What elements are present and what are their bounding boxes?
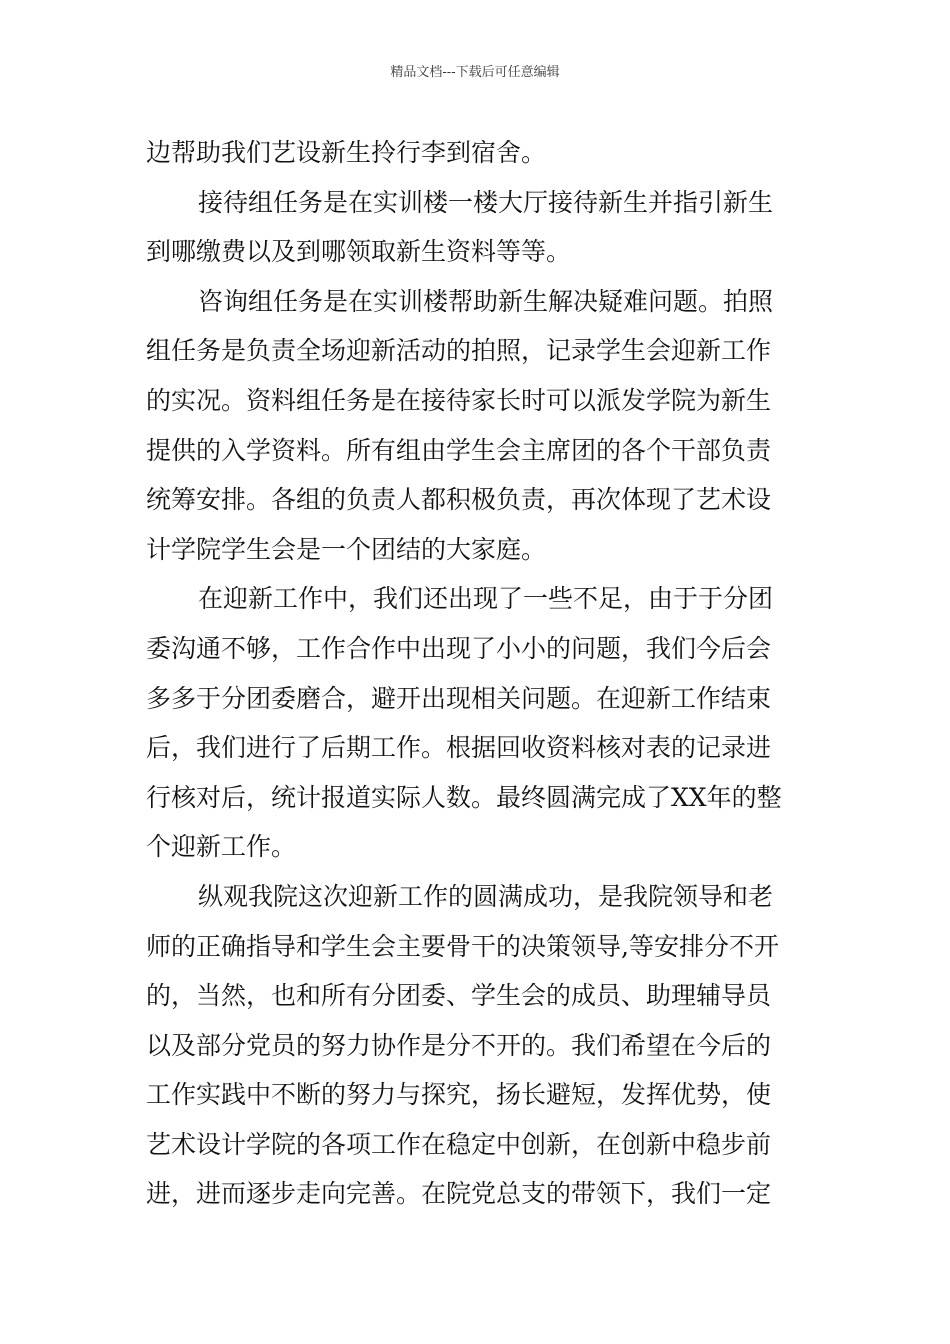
text-line: 进，进而逐步走向完善。在院党总支的带领下，我们一定 [146, 1179, 772, 1209]
document-body [146, 128, 810, 1219]
text-line: 提供的入学资料。所有组由学生会主席团的各个干部负责 [146, 435, 772, 465]
paragraph-first-line: 在迎新工作中，我们还出现了一些不足，由于于分团 [198, 584, 774, 614]
text-line: 个迎新工作。 [146, 832, 297, 862]
text-line: 统筹安排。各组的负责人都积极负责，再次体现了艺术设 [146, 485, 772, 515]
text-line: 的，当然，也和所有分团委、学生会的成员、助理辅导员 [146, 981, 772, 1011]
text-line: 以及部分党员的努力协作是分不开的。我们希望在今后的 [146, 1030, 772, 1060]
paragraph-first-line: 咨询组任务是在实训楼帮助新生解决疑难问题。拍照 [198, 286, 774, 316]
text-line: 工作实践中不断的努力与探究，扬长避短，发挥优势，使 [146, 1080, 772, 1110]
text-line: 的实况。资料组任务是在接待家长时可以派发学院为新生 [146, 385, 772, 415]
text-line: 组任务是负责全场迎新活动的拍照，记录学生会迎新工作 [146, 336, 772, 366]
text-line: 多多于分团委磨合，避开出现相关问题。在迎新工作结束 [146, 683, 772, 713]
paragraph-first-line: 纵观我院这次迎新工作的圆满成功，是我院领导和老 [198, 881, 774, 911]
text-line: 师的正确指导和学生会主要骨干的决策领导,等安排分不开 [146, 931, 779, 961]
text-line: 艺术设计学院的各项工作在稳定中创新，在创新中稳步前 [146, 1129, 772, 1159]
text-line: 行核对后，统计报道实际人数。最终圆满完成了XX年的整 [146, 782, 782, 812]
text-line: 到哪缴费以及到哪领取新生资料等等。 [146, 237, 572, 267]
text-line: 边帮助我们艺设新生拎行李到宿舍。 [146, 138, 547, 167]
text-line: 计学院学生会是一个团结的大家庭。 [146, 534, 547, 564]
text-line: 后，我们进行了后期工作。根据回收资料核对表的记录进 [146, 733, 772, 763]
paragraph-first-line: 接待组任务是在实训楼一楼大厅接待新生并指引新生 [198, 187, 774, 217]
text-line: 委沟通不够，工作合作中出现了小小的问题，我们今后会 [146, 633, 772, 663]
page-header: 精品文档---下载后可任意编辑 [390, 65, 560, 80]
